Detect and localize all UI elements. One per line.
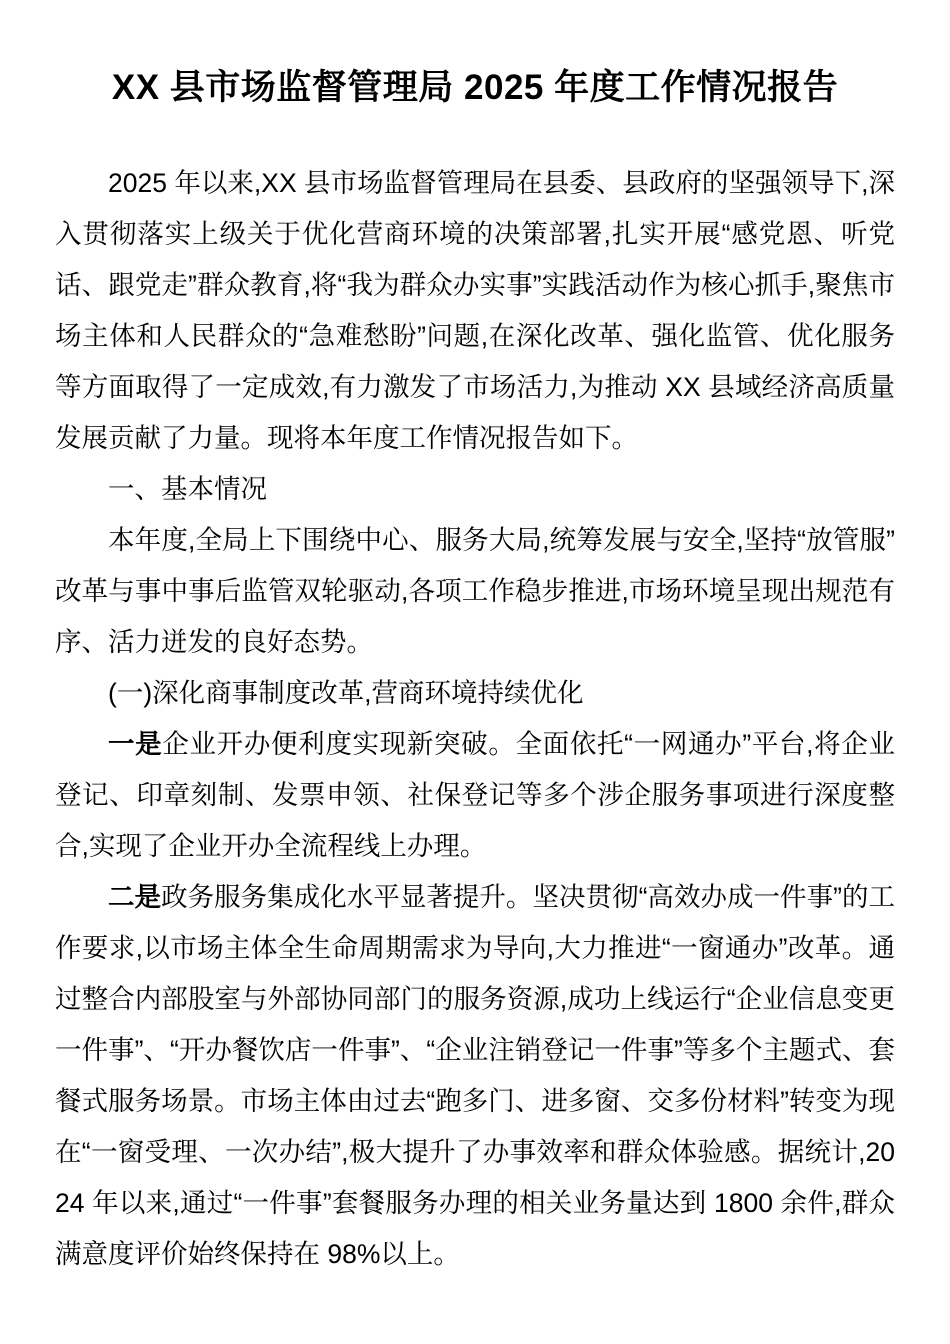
point-one-text: 企业开办便利度实现新突破。全面依托“一网通办”平台,将企业登记、印章刻制、发票申领、社保登记等多个涉企服务事项进行深度整合,实现了企业开办全流程线上办理。 xyxy=(55,729,896,861)
point-two-lead-label: 二是 xyxy=(108,882,162,912)
point-one-lead-label: 一是 xyxy=(108,729,163,759)
document-body xyxy=(55,158,895,1280)
paragraph-point-two xyxy=(55,872,895,1280)
point-two-text: 政务服务集成化水平显著提升。坚决贯彻“高效办成一件事”的工作要求,以市场主体全生命周期需求为导向,大力推进“一窗通办”改革。通过整合内部股室与外部协同部门的服务资源,成功上线运行“企业信息变更一件事”、“开办餐饮店一件事”、“企业注销登记一件事”等多个主题式、套餐式服务场景。市场主体由过去“跑多门、进多窗、交多份材料”转变为现在“一窗受理、一次办结”,极大提升了办事效率和群众体验感。据统计,2024 年以来,通过“一件事”套餐服务办理的相关业务量达到 1800 余件,群众满意度评价始终保持在 98%以上。 xyxy=(55,882,895,1269)
paragraph-point-one xyxy=(55,719,895,872)
paragraph-opening: 2025 年以来,XX 县市场监督管理局在县委、县政府的坚强领导下,深入贯彻落实上级关于优化营商环境的决策部署,扎实开展“感党恩、听党话、跟党走”群众教育,将“我为群众办实事”实践活动作为核心抓手,聚焦市场主体和人民群众的“急难愁盼”问题,在深化改革、强化监管、优化服务等方面取得了一定成效,有力激发了市场活力,为推动 XX 县域经济高质量发展贡献了力量。现将本年度工作情况报告如下。 xyxy=(55,168,895,453)
page-title: XX 县市场监督管理局 2025 年度工作情况报告 xyxy=(111,68,839,107)
subsection-heading-commercial-reform: (一)深化商事制度改革,营商环境持续优化 xyxy=(108,678,584,708)
section-heading-basic-situation: 一、基本情况 xyxy=(108,474,267,504)
paragraph-basic-situation: 本年度,全局上下围绕中心、服务大局,统筹发展与安全,坚持“放管服”改革与事中事后监管双轮驱动,各项工作稳步推进,市场环境呈现出规范有序、活力迸发的良好态势。 xyxy=(55,525,895,657)
